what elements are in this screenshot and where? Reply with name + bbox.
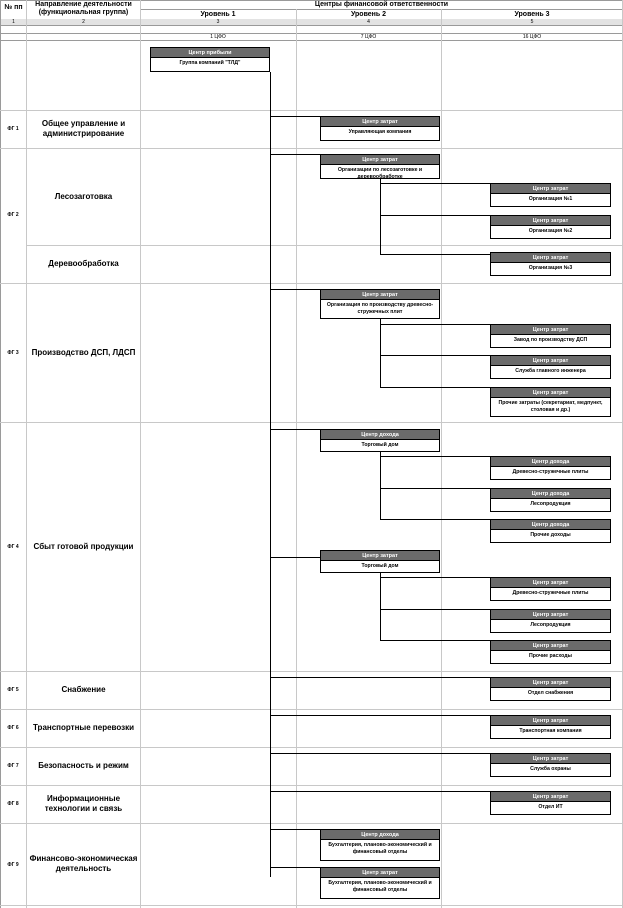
group-name-3: Производство ДСП, ЛДСП — [31, 347, 136, 357]
box-type: Центр затрат — [321, 155, 439, 165]
header-level1: Уровень 1 — [200, 11, 236, 18]
box-name: Завод по производству ДСП — [513, 337, 588, 343]
col-number-3: 3 — [216, 19, 220, 25]
box-type: Центр дохода — [491, 457, 610, 467]
box-type: Центр затрат — [491, 716, 610, 726]
box-type: Центр прибыли — [151, 48, 269, 58]
cfo-box-accounting-cost — [320, 867, 440, 899]
box-name: Организация №2 — [528, 228, 573, 234]
box-name: Бухгалтерия, планово-экономический и финансовый отделы — [328, 842, 432, 855]
group-code-3: ФГ 3 — [7, 350, 19, 356]
box-type: Центр дохода — [321, 430, 439, 440]
box-type: Центр затрат — [321, 868, 439, 878]
cfo-box-timber-income — [490, 488, 611, 512]
cfo-box-dsp-plant — [490, 324, 611, 348]
group-name-6: Транспортные перевозки — [32, 723, 135, 732]
box-name: Торговый дом — [361, 442, 399, 448]
header-level3: Уровень 3 — [514, 11, 550, 18]
group-name-4: Сбыт готовой продукции — [33, 541, 134, 551]
col-number-1: 1 — [12, 19, 15, 25]
box-name: Организация №1 — [528, 196, 573, 202]
box-name: Древесно-стружечные плиты — [512, 469, 589, 475]
cfo-box-org-3 — [490, 252, 611, 276]
cfo-box-chipboard-cost — [490, 577, 611, 601]
group-name-8: Информационные технологии и связь — [44, 794, 123, 813]
header-direction: Направление деятельности (функциональная группа) — [35, 1, 132, 16]
cfo-box-org-2 — [490, 215, 611, 239]
cfo-box-other-expenses — [490, 640, 611, 664]
box-type: Центр затрат — [491, 184, 610, 194]
group-code-1: ФГ 1 — [7, 126, 19, 132]
group-code-9: ФГ 9 — [7, 862, 19, 868]
cfo-box-profit-center — [150, 47, 270, 72]
box-name: Группа компаний "ТЛД" — [179, 60, 241, 66]
box-type: Центр затрат — [491, 678, 610, 688]
cfo-box-supply-dept — [490, 677, 611, 701]
box-type: Центр затрат — [321, 290, 439, 300]
cfo-box-chipboard-income — [490, 456, 611, 480]
cfo-box-it-dept — [490, 791, 611, 815]
group-code-8: ФГ 8 — [7, 801, 19, 807]
group-code-2: ФГ 2 — [7, 212, 19, 218]
group-code-7: ФГ 7 — [7, 763, 19, 769]
group-name-2: Лесозаготовка — [54, 191, 113, 201]
group-name-2-sub: Деревообработка — [48, 259, 119, 268]
col-number-5: 5 — [530, 19, 534, 25]
header-num: № пп — [4, 4, 23, 11]
box-type: Центр затрат — [321, 117, 439, 127]
cfo-count-1: 1 ЦФО — [210, 34, 226, 40]
box-name: Лесопродукция — [530, 622, 571, 628]
box-name: Служба охраны — [530, 766, 571, 772]
box-type: Центр затрат — [491, 388, 610, 398]
col-number-4: 4 — [367, 19, 370, 25]
box-type: Центр затрат — [491, 792, 610, 802]
box-name: Отдел снабжения — [527, 690, 574, 696]
box-type: Центр затрат — [491, 610, 610, 620]
box-name: Прочие доходы — [530, 532, 571, 538]
group-code-5: ФГ 5 — [7, 687, 19, 693]
box-name: Транспортная компания — [519, 728, 582, 734]
box-type: Центр затрат — [491, 754, 610, 764]
cfo-box-accounting-income — [320, 829, 440, 861]
cfo-box-transport-company — [490, 715, 611, 739]
cfo-count-2: 7 ЦФО — [360, 34, 377, 40]
box-type: Центр затрат — [491, 253, 610, 263]
box-type: Центр затрат — [491, 325, 610, 335]
box-name: Древесно-стружечные плиты — [512, 590, 589, 596]
box-name: Организации по лесозаготовке и деревообработке — [337, 167, 423, 180]
col-number-2: 2 — [82, 19, 85, 25]
cfo-count-3: 16 ЦФО — [522, 34, 542, 40]
box-type: Центр затрат — [491, 578, 610, 588]
box-name: Отдел ИТ — [538, 804, 563, 810]
box-type: Центр затрат — [491, 641, 610, 651]
box-name: Лесопродукция — [530, 501, 571, 507]
box-name: Прочие затраты (секретариат, медпункт, столовая и др.) — [498, 400, 603, 413]
box-name: Торговый дом — [361, 563, 399, 569]
header-level2: Уровень 2 — [350, 11, 387, 18]
cfo-box-other-income — [490, 519, 611, 543]
box-type: Центр дохода — [321, 830, 439, 840]
box-name: Организация по производству древесно-стружечных плит — [326, 302, 434, 315]
box-name: Организация №3 — [528, 265, 573, 271]
box-type: Центр затрат — [491, 356, 610, 366]
box-name: Управляющая компания — [348, 129, 412, 135]
box-name: Прочие расходы — [529, 653, 572, 659]
cfo-box-other-costs — [490, 387, 611, 417]
group-code-4: ФГ 4 — [7, 544, 19, 550]
group-code-6: ФГ 6 — [7, 725, 19, 731]
cfo-box-trading-house-cost — [320, 550, 440, 573]
group-name-5: Снабжение — [61, 685, 106, 694]
cfo-box-dsp-org — [320, 289, 440, 319]
cfo-box-trading-house-income — [320, 429, 440, 452]
header-cfo: Центры финансовой ответственности — [314, 1, 449, 8]
box-name: Бухгалтерия, планово-экономический и финансовый отделы — [328, 880, 432, 893]
cfo-box-management-company — [320, 116, 440, 141]
group-name-1: Общее управление и администрирование — [41, 119, 126, 138]
group-name-7: Безопасность и режим — [38, 761, 129, 770]
box-type: Центр дохода — [491, 489, 610, 499]
box-type: Центр затрат — [491, 216, 610, 226]
cfo-box-security — [490, 753, 611, 777]
cfo-box-org-1 — [490, 183, 611, 207]
group-name-9: Финансово-экономическая деятельность — [29, 854, 138, 873]
cfo-box-chief-engineer — [490, 355, 611, 379]
box-name: Служба главного инженера — [515, 368, 586, 374]
cfo-box-timber-cost — [490, 609, 611, 633]
box-type: Центр затрат — [321, 551, 439, 561]
box-type: Центр дохода — [491, 520, 610, 530]
cfo-box-logging-orgs — [320, 154, 440, 179]
